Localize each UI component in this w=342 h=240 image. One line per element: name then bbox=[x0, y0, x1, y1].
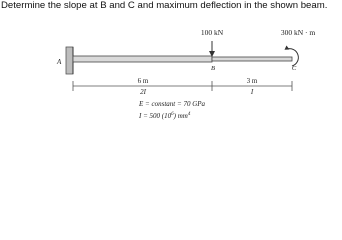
inertia-exponent: 6 bbox=[171, 112, 174, 117]
beam-segment-ab bbox=[73, 56, 212, 62]
inertia-prefix: I = 500 (10 bbox=[139, 112, 172, 120]
inertia-text bbox=[138, 112, 191, 120]
span-ab-length: 6 m bbox=[137, 77, 149, 85]
span-ab-inertia: 2I bbox=[140, 88, 146, 96]
beam-segment-bc bbox=[212, 57, 292, 61]
point-c-label: C bbox=[291, 65, 297, 72]
point-load-label: 100 kN bbox=[200, 28, 224, 37]
inertia-unit-exponent: 4 bbox=[187, 112, 191, 117]
point-b-label: B bbox=[211, 65, 215, 72]
span-bc-length: 3 m bbox=[246, 77, 258, 85]
support-label-a: A bbox=[57, 58, 62, 66]
wall bbox=[66, 47, 73, 74]
inertia-unit: ) mm bbox=[173, 112, 188, 120]
moment-arrowhead bbox=[285, 46, 290, 50]
modulus-text: E = constant = 70 GPa bbox=[139, 100, 206, 108]
fixed-support bbox=[66, 47, 73, 74]
problem-statement: Determine the slope at B and C and maximum deflection in the shown beam. bbox=[1, 0, 328, 11]
moment-label: 300 kN · m bbox=[280, 28, 316, 37]
span-bc-inertia: I bbox=[250, 88, 254, 96]
dimension-line bbox=[73, 81, 292, 91]
